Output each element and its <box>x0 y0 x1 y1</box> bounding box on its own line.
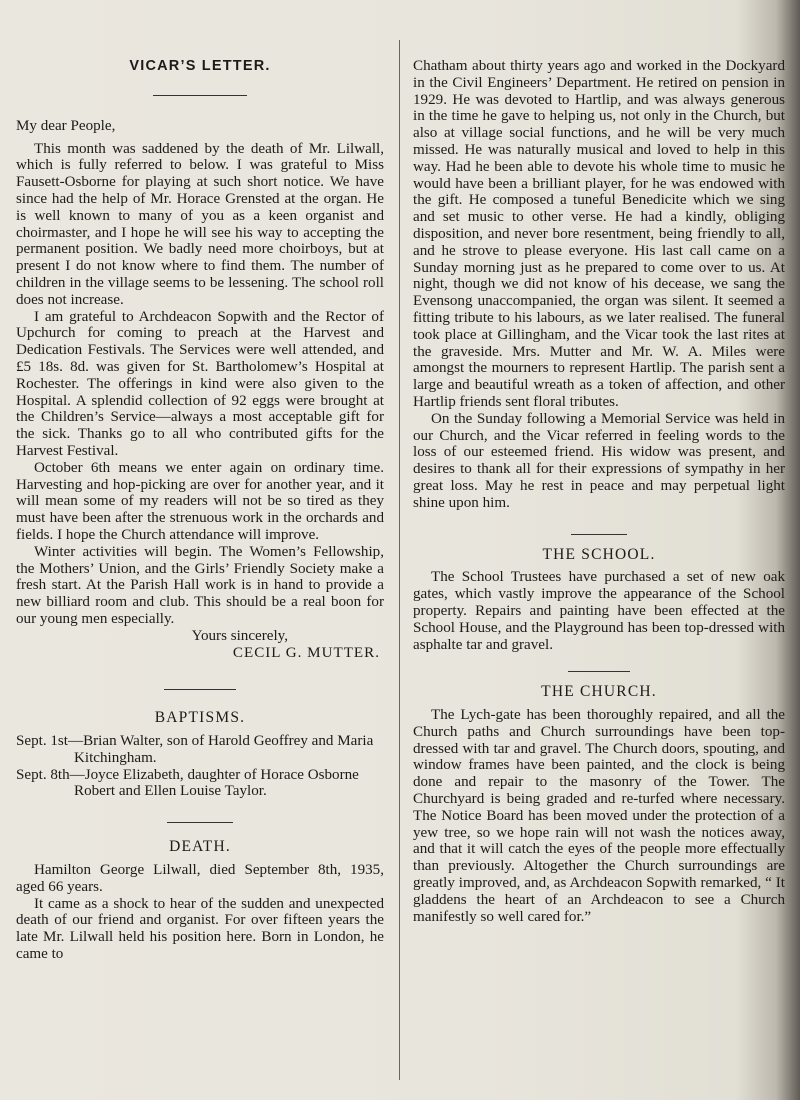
death-paragraph-continued: On the Sunday following a Memorial Service was held in our Church, and the Vicar referred in feeling words to the loss of our esteemed friend. His widow was present, and desires to thank all for their expressions of sympathy in her great loss. May he rest in peace and may perpetual light shine upon him. <box>413 410 785 511</box>
column-divider <box>399 40 400 1080</box>
baptism-entry: Sept. 8th—Joyce Elizabeth, daughter of Horace Osborne Robert and Ellen Louise Taylor. <box>16 766 359 800</box>
letter-signature: CECIL G. MUTTER. <box>232 644 380 661</box>
letter-paragraph: October 6th means we enter again on ordinary time. Harvesting and hop-picking are over for another year, and it will mean some of my readers will not be so tired as they must have been after the strenuous work in the orchards and fields. I hope the Church attendance will improve. <box>16 459 384 543</box>
left-column <box>16 48 384 963</box>
section-rule <box>164 689 236 690</box>
letter-closing: Yours sincerely, <box>191 627 288 644</box>
section-rule <box>568 671 630 672</box>
baptism-entry: Sept. 1st—Brian Walter, son of Harold Geoffrey and Maria Kitchingham. <box>16 733 374 766</box>
letter-paragraph: This month was saddened by the death of Mr. Lilwall, which is fully referred to below. I was grateful to Miss Fausett-Osborne for playing at such short notice. We have since had the help of Mr. Horace Grensted at the organ. He is well known to many of you as a keen organist and choirmaster, and I hope he will see his way to accepting the permanent position. We badly need more choirboys, but at present I do not know where to find them. The number of children in the village seems to be lessening. The school roll does not increase. <box>16 140 384 308</box>
section-rule <box>571 534 627 535</box>
school-paragraph: The School Trustees have purchased a set of new oak gates, which vastly improve the appearance of the School property. Repairs and painting have been effected at the School House, and the Playground has been top-dressed with asphalte tar and gravel. <box>413 569 785 653</box>
letter-paragraph: I am grateful to Archdeacon Sopwith and the Rector of Upchurch for coming to preach at the Harvest and Dedication Festivals. The Services were well attended, and £5 18s. 8d. was given for St. Bartholomew’s Hospital at Rochester. The offerings in kind were also given to the Hospital. A splendid collection of 92 eggs were brought at the Children’s Service—always a most acceptable gift for the sick. Thanks go to all who contributed gifts for the Harvest Festival. <box>16 308 384 459</box>
death-paragraph: Hamilton George Lilwall, died September 8th, 1935, aged 66 years. <box>16 862 384 895</box>
right-column <box>413 58 785 925</box>
section-rule <box>167 822 233 823</box>
death-title: DEATH. <box>169 838 231 856</box>
title-rule <box>153 95 247 96</box>
school-title: THE SCHOOL. <box>542 545 656 563</box>
vicars-letter-title: VICAR’S LETTER. <box>129 58 271 74</box>
church-paragraph: The Lych-gate has been thoroughly repaired, and all the Church paths and Church surroundings have been top-dressed with tar and gravel. The Church doors, spouting, and window frames have been painted, and the clock is being done and repair to the masonry of the Tower. The Churchyard is being graded and re-turfed where necessary. The Notice Board has been moved under the protection of a yew tree, so we hope rain will not wash the notices away, and that it will catch the eyes of the people more effectually than previously. Altogether the Church surroundings are greatly improved, and, as Archdeacon Sopwith remarked, “ It gladdens the heart of an Archdeacon to see a Church manifestly so well cared for.” <box>413 707 785 925</box>
death-paragraph: It came as a shock to hear of the sudden and unexpected death of our friend and organist. For over fifteen years the late Mr. Lilwall held his position here. Born in London, he came to <box>16 895 384 963</box>
church-title: THE CHURCH. <box>541 683 657 701</box>
baptisms-title: BAPTISMS. <box>154 709 246 727</box>
letter-paragraph: Winter activities will begin. The Women’s Fellowship, the Mothers’ Union, and the Girls’ Friendly Society make a fresh start. At the Parish Hall work is in hand to provide a new billiard room and club. This should be a real boon for our young men especially. <box>16 543 384 627</box>
death-paragraph-continued: Chatham about thirty years ago and worked in the Dockyard in the Civil Engineers’ Department. He retired on pension in 1929. He was devoted to Hartlip, and was always generous in the time he gave to helping us, not only in the Church, but also at village social functions, and he will be very much missed. He was naturally musical and loved to help in this way. Had he been able to devote his whole time to music he would have been a brilliant player, for he was endowed with the gift. He composed a tuneful Benedicite which we sing and set music to other verse. He had a kindly, obliging disposition, and never bore resentment, being friendly to all, and he strove to please everyone. His last call came on a Sunday morning just as he prepared to come over to us. At night, though we did not know of his decease, we sang the Evensong unaccompanied, the organ was silent. It seemed a fitting tribute to his labours, as we later realised. The funeral took place at Gillingham, and the Vicar took the last rites at the graveside. Mrs. Mutter and Mr. W. A. Miles were amongst the mourners to represent Hartlip. The parish sent a large and beautiful wreath as a token of affection, and other Hartlip friends sent floral tributes. <box>413 58 785 410</box>
letter-salutation: My dear People, <box>16 117 116 134</box>
